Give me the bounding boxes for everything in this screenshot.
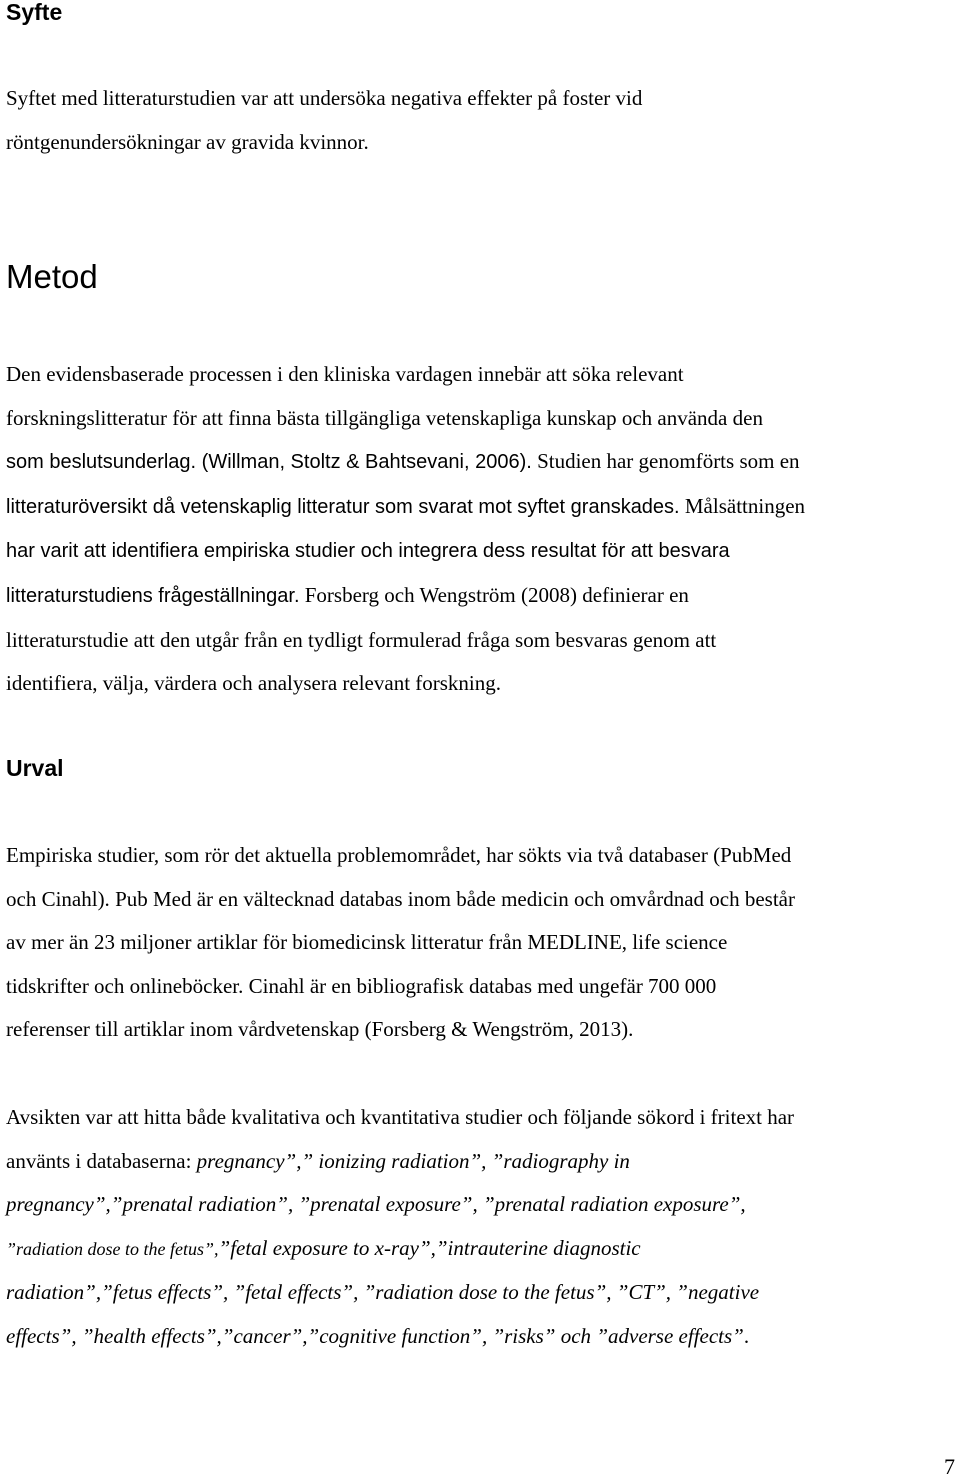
text-span: och: [555, 1323, 597, 1348]
text-line: Avsikten var att hitta både kvalitativa och kvantitativa studier och följande sökord i fritext har: [6, 1105, 795, 1129]
text-span: Målsättningen: [679, 493, 806, 518]
text-sans: som beslutsunderlag. (Willman, Stoltz & Bahtsevani, 2006).: [6, 451, 532, 474]
text-sans: litteraturstudiens frågeställningar.: [6, 584, 300, 607]
search-terms: ”adverse effects”: [596, 1323, 744, 1348]
text-line: referenser till artiklar inom vårdvetenskap (Forsberg & Wengström, 2013).: [6, 1017, 634, 1042]
search-terms: effects”, ”health effects”,”cancer”,”cognitive function”, ”risks”: [6, 1323, 556, 1348]
search-terms: pregnancy”,”prenatal radiation”, ”prenatal exposure”, ”prenatal radiation exposure”,: [6, 1192, 746, 1217]
text-line: forskningslitteratur för att finna bästa tillgängliga vetenskapliga kunskap och använda den: [6, 405, 763, 430]
text-line: [6, 965, 795, 1009]
text-span: använts i databaserna:: [6, 1148, 197, 1173]
search-terms: ”fetal exposure to x-ray”,”intrauterine diagnostic: [218, 1235, 641, 1260]
text-span: Pub Med är en vältecknad databas inom både medicin och omvårdnad och består: [109, 886, 795, 911]
text-line: litteraturstudie att den utgår från en tydligt formulerad fråga som besvaras genom att: [6, 627, 717, 652]
text-sans: har varit att identifiera empiriska studier och integrera dess resultat för att besvara: [6, 540, 730, 563]
text-line: [6, 529, 805, 574]
page-number: 7: [944, 1454, 955, 1479]
text-line: [6, 1315, 794, 1359]
paragraph-metod: [6, 353, 805, 706]
text-span: tidskrifter och onlineböcker.: [6, 973, 244, 998]
text-line: [6, 440, 805, 485]
paragraph-syfte: [6, 77, 642, 164]
paragraph-urval: [6, 834, 795, 1052]
text-line: [6, 878, 795, 922]
text-sans: litteraturöversikt då vetenskaplig litteratur som svarat mot syftet granskades.: [6, 495, 680, 518]
text-span: och Cinahl).: [6, 886, 110, 911]
text-line: [6, 574, 805, 619]
text-line: Syftet med litteraturstudien var att undersöka negativa effekter på foster vid: [6, 86, 643, 110]
text-line: [6, 1227, 794, 1272]
text-line: röntgenundersökningar av gravida kvinnor.: [6, 129, 369, 154]
text-line: [6, 1271, 794, 1315]
text-line: Den evidensbaserade processen i den kliniska vardagen innebär att söka relevant: [6, 362, 684, 386]
paragraph-sokord: [6, 1096, 794, 1359]
heading-urval: Urval: [6, 755, 64, 781]
text-span: Forsberg och Wengström (2008) definierar en: [299, 582, 689, 607]
text-span: .: [743, 1323, 750, 1348]
search-terms: radiation”,”fetus effects”, ”fetal effects”, ”radiation dose to the fetus”, ”CT”, ”negative: [6, 1280, 760, 1305]
text-span: Cinahl är en bibliografisk databas med ungefär 700 000: [243, 973, 717, 998]
text-line: av mer än 23 miljoner artiklar för biomedicinsk litteratur från MEDLINE, life science: [6, 930, 728, 955]
text-line: [6, 485, 805, 530]
search-terms: pregnancy”,” ionizing radiation”, ”radiography in: [196, 1148, 630, 1173]
text-line: [6, 1140, 794, 1184]
text-line: Empiriska studier, som rör det aktuella problemområdet, har sökts via två databaser (PubMed: [6, 843, 792, 867]
heading-metod: Metod: [6, 258, 98, 295]
text-line: identifiera, välja, värdera och analysera relevant forskning.: [6, 671, 502, 696]
heading-syfte: Syfte: [6, 0, 63, 25]
search-terms-small: ”radiation dose to the fetus”,: [6, 1238, 219, 1259]
text-span: Studien har genomförts som en: [531, 449, 800, 474]
text-line: [6, 1183, 794, 1227]
